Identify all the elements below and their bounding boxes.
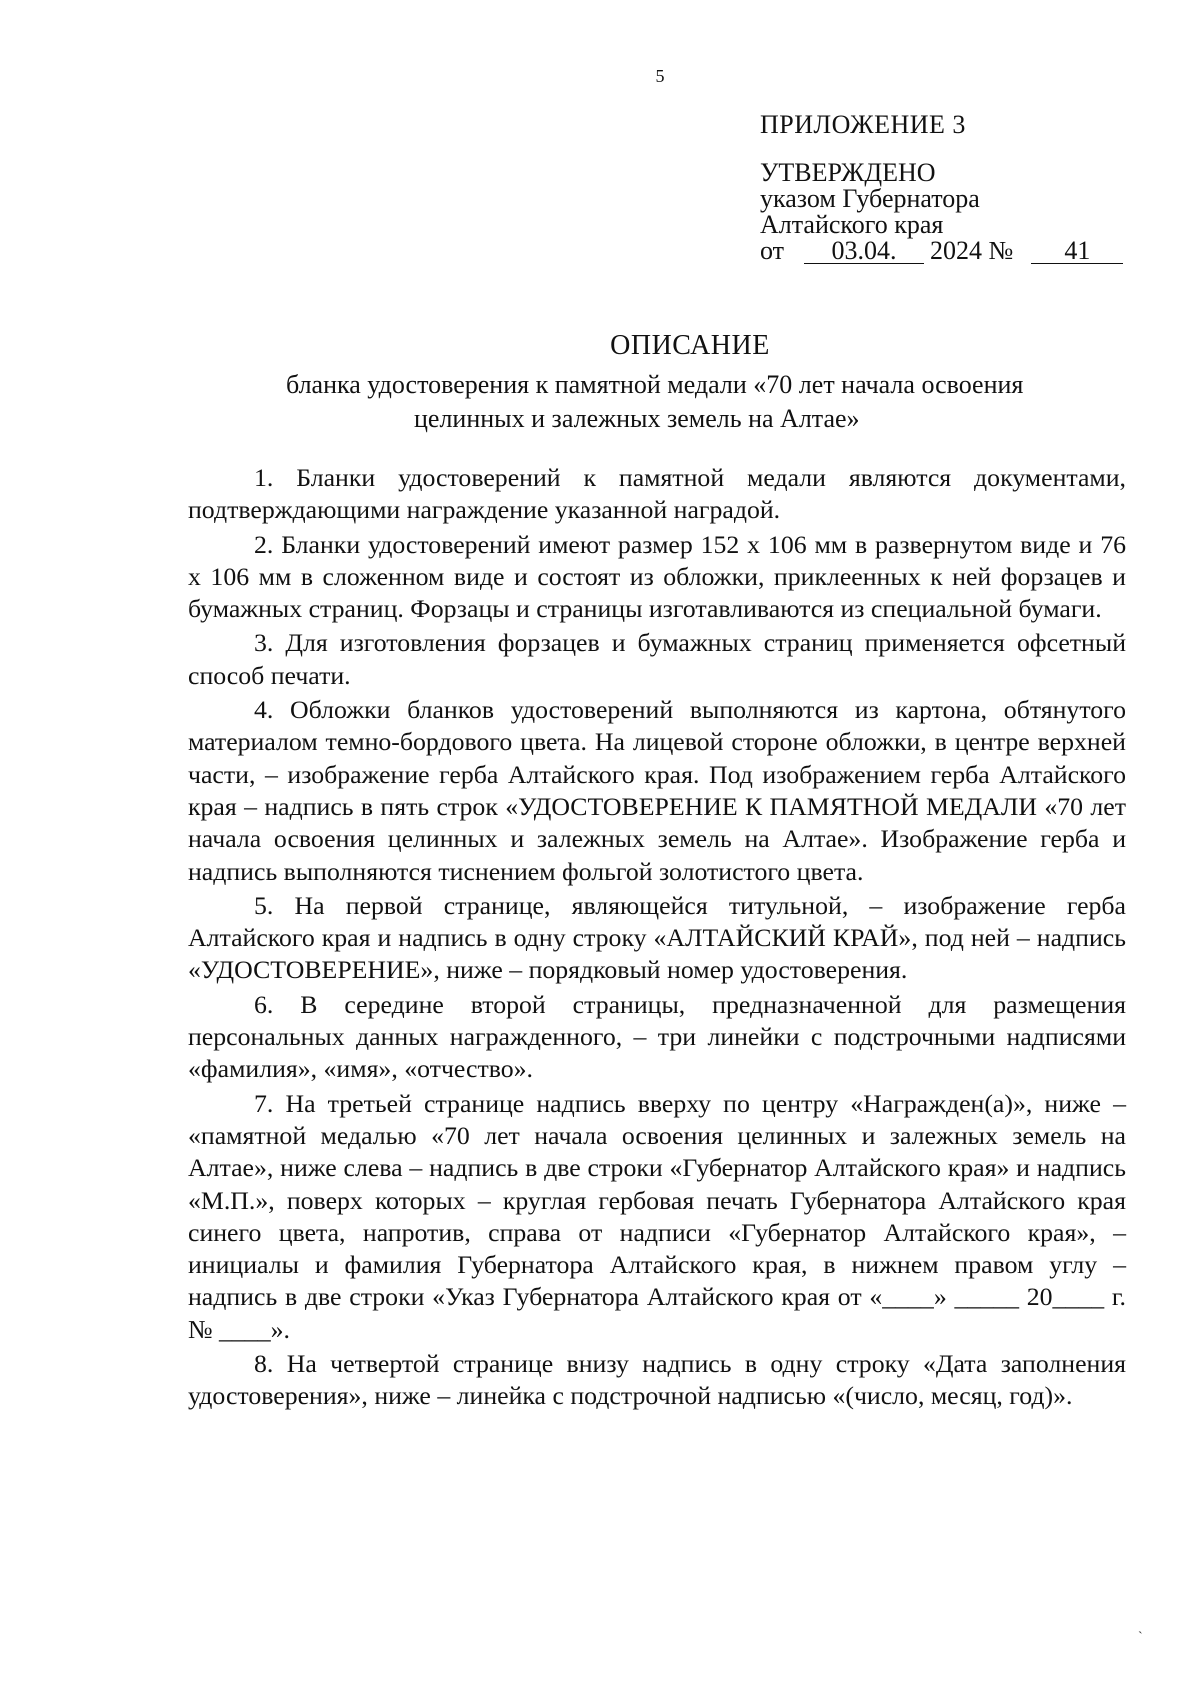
approval-date-value: 03.04.: [804, 239, 924, 264]
paragraph-4: 4. Обложки бланков удостоверений выполняются из картона, обтянутого материалом темно-бордового цвета. На лицевой стороне обложки, в центре верхней части, – изображение герба Алтайского края. Под изображением герба Алтайского края – надпись в пять строк «УДОСТОВЕРЕНИЕ К ПАМЯТНОЙ МЕДАЛИ «70 лет начала освоения целинных и залежных земель на Алтае». Изображение герба и надпись выполняются тиснением фольгой золотистого цвета.: [188, 695, 1126, 886]
subtitle-line-1: бланка удостоверения к памятной медали «70 лет начала освоения: [286, 370, 1024, 399]
subtitle-line-2: целинных и залежных земель на Алтае»: [414, 404, 860, 433]
scan-mark: `: [1138, 1630, 1143, 1645]
approval-block: [760, 160, 1123, 264]
document-title: ОПИСАНИЕ: [610, 330, 770, 361]
paragraph-7: 7. На третьей странице надпись вверху по центру «Награжден(а)», ниже – «памятной медалью «70 лет начала освоения целинных и залежных земель на Алтае», ниже слева – надпись в две строки «Губернатор Алтайского края» и надпись «М.П.», поверх которых – круглая гербовая печать Губернатора Алтайского края синего цвета, напротив, справа от надписи «Губернатор Алтайского края», – инициалы и фамилия Губернатора Алтайского края, в нижнем правом углу – надпись в две строки «Указ Губернатора Алтайского края от «____» _____ 20____ г. № ____».: [188, 1088, 1126, 1344]
paragraph-3: 3. Для изготовления форзацев и бумажных страниц применяется офсетный способ печати.: [188, 628, 1126, 690]
paragraph-8: 8. На четвертой странице внизу надпись в одну строку «Дата заполнения удостоверения», ниже – линейка с подстрочной надписью «(число, месяц, год)».: [188, 1349, 1126, 1411]
document-subtitle: [286, 368, 1023, 436]
approval-approved: УТВЕРЖДЕНО: [760, 158, 936, 187]
paragraph-6: 6. В середине второй страницы, предназначенной для размещения персональных данных награжденного, – три линейки с подстрочными надписями «фамилия», «имя», «отчество».: [188, 989, 1126, 1084]
approval-from-label: от: [760, 236, 785, 265]
approval-line-region: Алтайского края: [760, 210, 944, 239]
approval-date-line: [760, 238, 1123, 264]
approval-year: 2024: [930, 236, 983, 265]
approval-number-value: 41: [1031, 239, 1123, 264]
approval-line-decree: указом Губернатора: [760, 184, 980, 213]
paragraph-2: 2. Бланки удостоверений имеют размер 152 х 106 мм в развернутом виде и 76 х 106 мм в сложенном виде и состоят из обложки, приклеенных к ней форзацев и бумажных страниц. Форзацы и страницы изготавливаются из специальной бумаги.: [188, 529, 1126, 624]
page-number: 5: [655, 66, 665, 86]
document-body: [188, 462, 1126, 1415]
paragraph-1: 1. Бланки удостоверений к памятной медали являются документами, подтверждающими награждение указанной наградой.: [188, 463, 1126, 525]
approval-number-sign: №: [988, 236, 1014, 265]
appendix-heading: ПРИЛОЖЕНИЕ 3: [760, 110, 966, 139]
paragraph-5: 5. На первой странице, являющейся титульной, – изображение герба Алтайского края и надпись в одну строку «АЛТАЙСКИЙ КРАЙ», под ней – надпись «УДОСТОВЕРЕНИЕ», ниже – порядковый номер удостоверения.: [188, 890, 1126, 985]
